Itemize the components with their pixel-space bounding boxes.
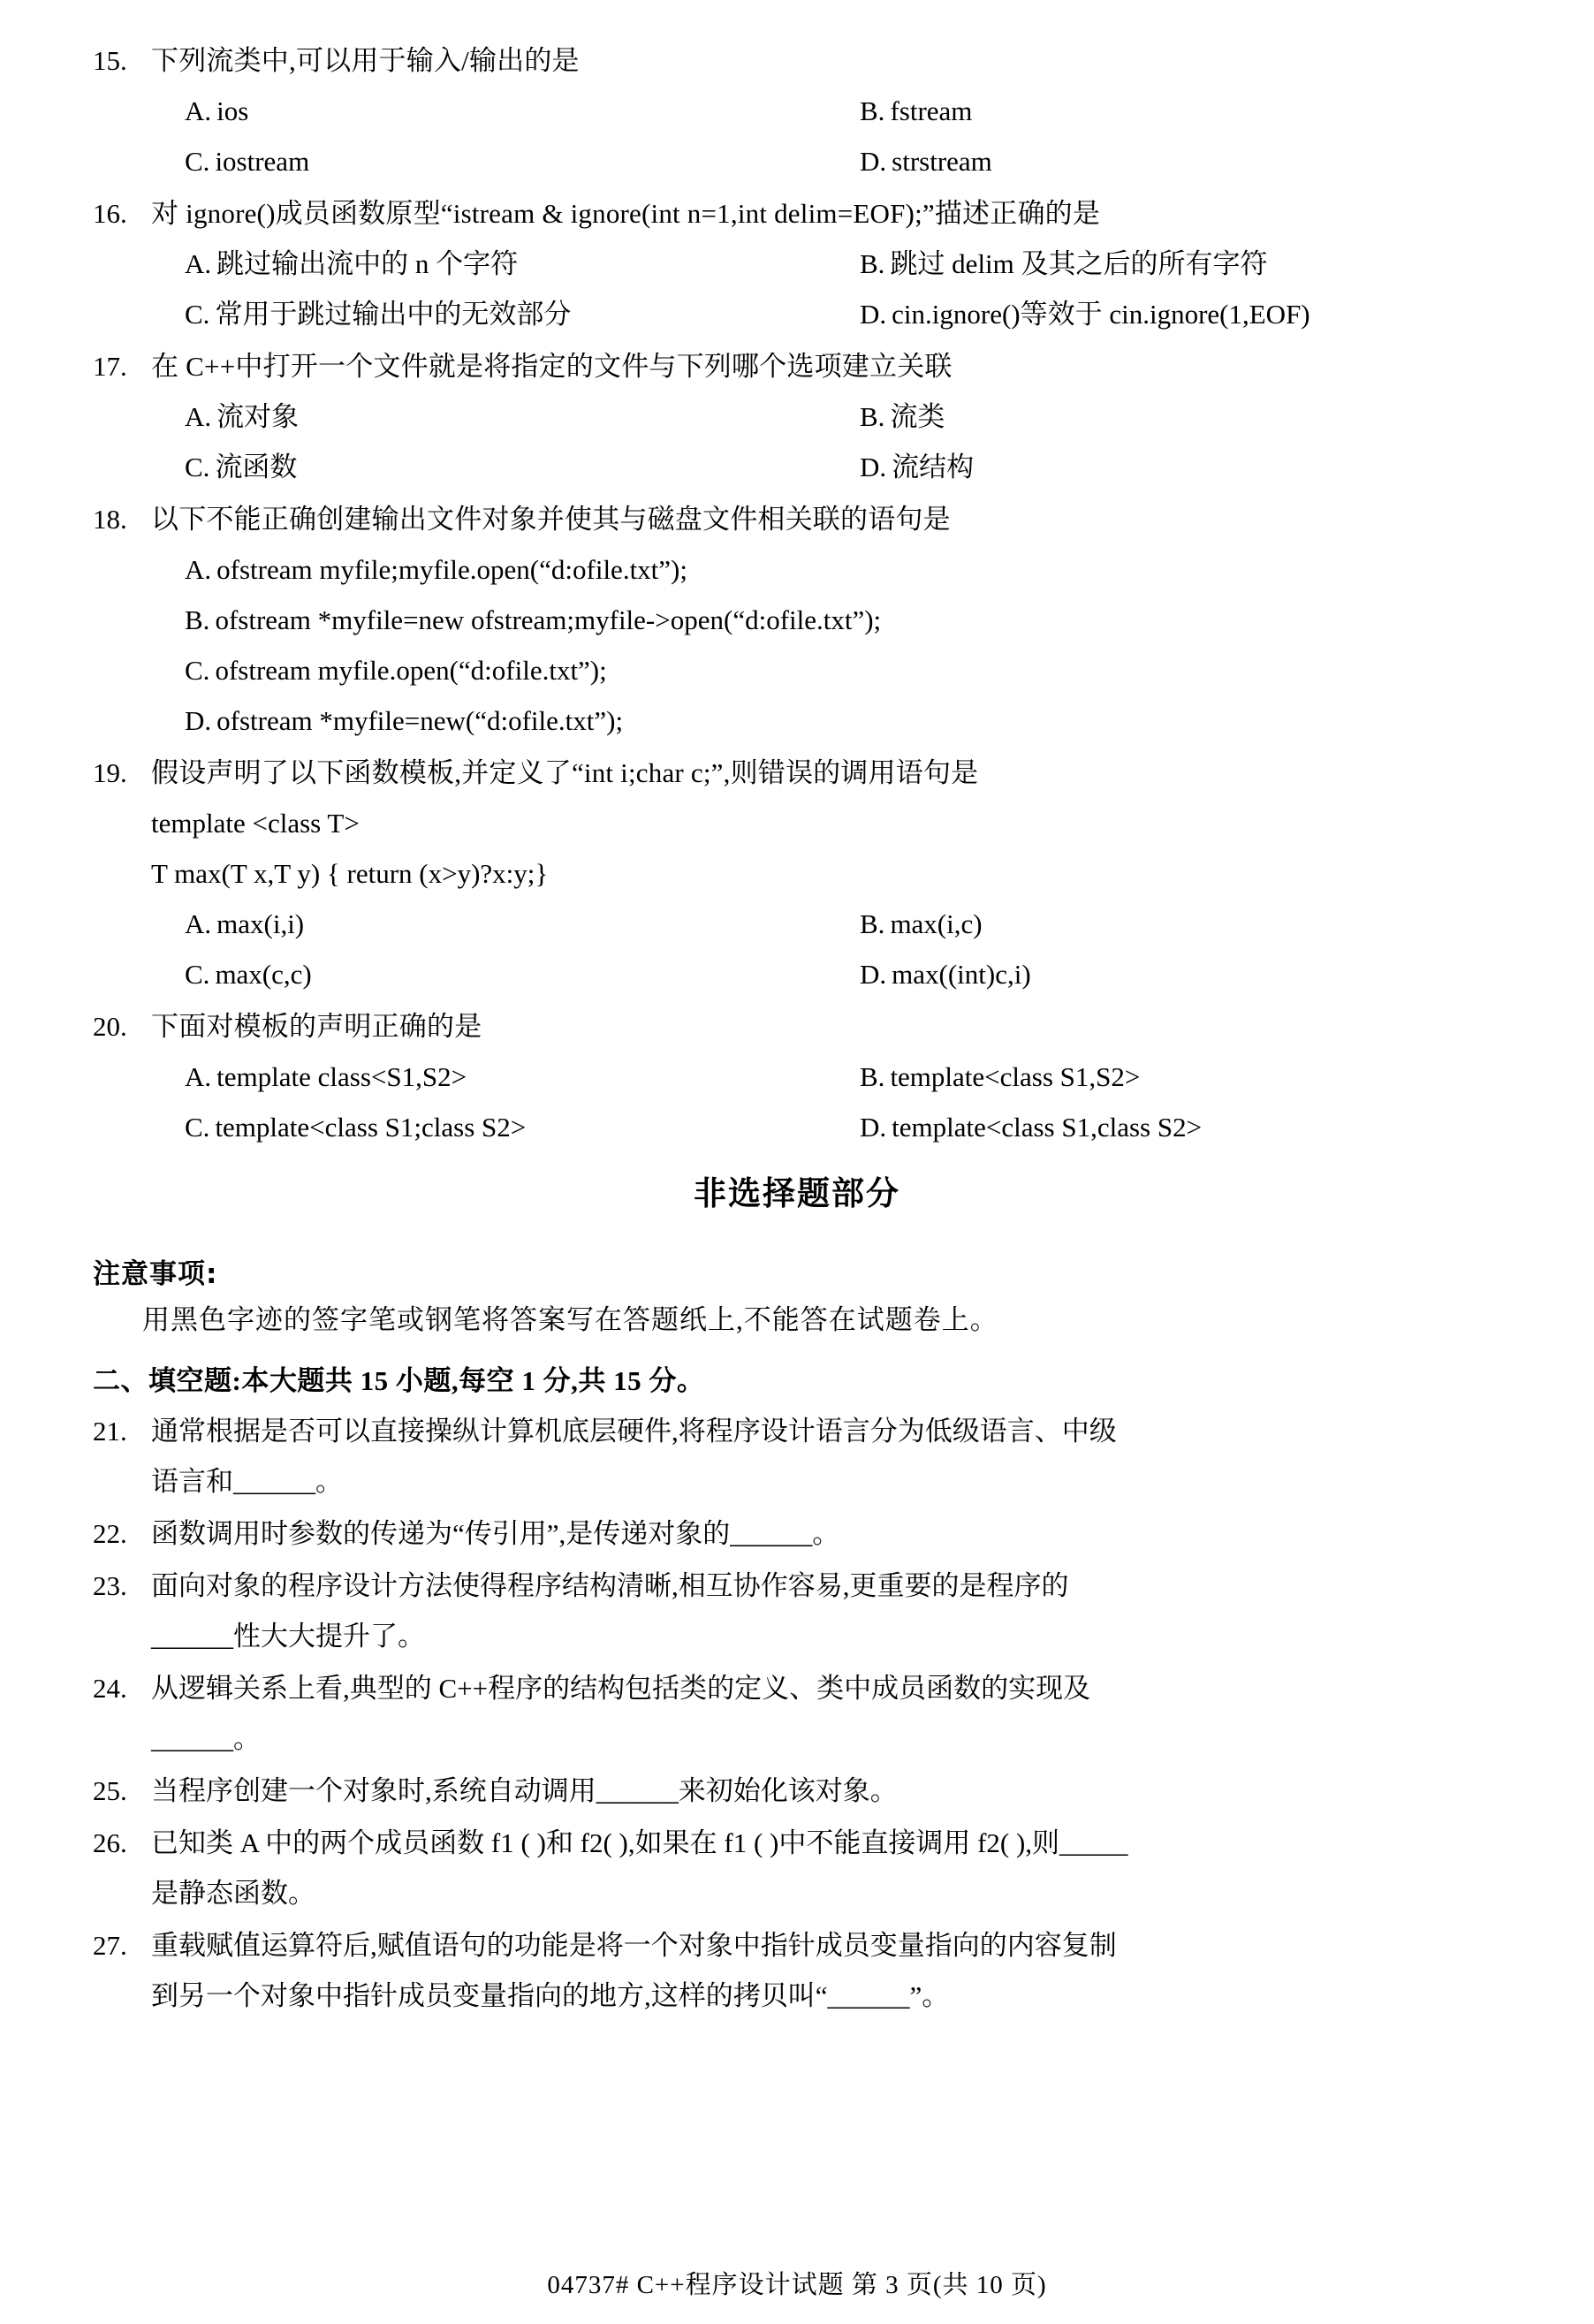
option-text: ios [216, 95, 249, 126]
question-line: 是静态函数。 [151, 1878, 315, 1909]
question-18 [93, 494, 1501, 746]
option-text: fstream [890, 95, 973, 126]
question-number: 18. [93, 504, 127, 535]
question-15 [93, 35, 1501, 186]
question-25 [93, 1766, 1501, 1816]
option-a [151, 239, 826, 289]
option-a [151, 86, 826, 136]
option-d [826, 289, 1501, 339]
question-stem: 下面对模板的声明正确的是 [151, 1011, 482, 1042]
question-number: 19. [93, 757, 127, 788]
question-number: 25. [93, 1775, 127, 1806]
question-stem: 在 C++中打开一个文件就是将指定的文件与下列哪个选项建立关联 [151, 351, 953, 382]
option-label: A. [185, 248, 212, 279]
option-label: B. [860, 401, 885, 432]
fill-question-list [93, 1406, 1501, 2021]
option-text: max((int)c,i) [892, 959, 1031, 990]
question-stem: 下列流类中,可以用于输入/输出的是 [151, 45, 580, 76]
question-27 [93, 1920, 1501, 2021]
option-c [151, 289, 826, 339]
question-line: 通常根据是否可以直接操纵计算机底层硬件,将程序设计语言分为低级语言、中级 [151, 1416, 1117, 1447]
notice-body: 用黑色字迹的签字笔或钢笔将答案写在答题纸上,不能答在试题卷上。 [142, 1304, 998, 1335]
question-number: 26. [93, 1827, 127, 1858]
option-row [151, 695, 1501, 746]
option-b [826, 1052, 1501, 1102]
question-line: 面向对象的程序设计方法使得程序结构清晰,相互协作容易,更重要的是程序的 [151, 1570, 1069, 1601]
option-label: D. [860, 959, 887, 990]
option-text: 流函数 [215, 452, 298, 482]
option-text: ofstream myfile;myfile.open(“d:ofile.txt”); [216, 554, 687, 585]
question-number: 20. [93, 1011, 127, 1042]
question-number: 23. [93, 1570, 127, 1601]
option-label: D. [860, 1112, 887, 1143]
option-text: template<class S1,class S2> [892, 1112, 1203, 1143]
option-b [151, 595, 1501, 645]
question-19 [93, 748, 1501, 999]
option-a [151, 391, 826, 442]
option-label: B. [860, 908, 885, 939]
option-row [151, 289, 1501, 339]
option-text: max(c,c) [215, 959, 312, 990]
option-b [826, 899, 1501, 949]
option-label: C. [185, 1112, 210, 1143]
question-number: 24. [93, 1673, 127, 1704]
option-label: A. [185, 1061, 212, 1092]
option-d [826, 949, 1501, 999]
option-label: C. [185, 146, 210, 177]
option-a [151, 1052, 826, 1102]
option-label: A. [185, 554, 212, 585]
option-text: ofstream *myfile=new(“d:ofile.txt”); [216, 705, 624, 736]
question-number: 16. [93, 198, 127, 229]
question-24 [93, 1663, 1501, 1764]
option-text: 流对象 [216, 401, 300, 432]
option-b [826, 86, 1501, 136]
option-row [151, 86, 1501, 136]
question-line: 从逻辑关系上看,典型的 C++程序的结构包括类的定义、类中成员函数的实现及 [151, 1673, 1091, 1704]
option-text: max(i,c) [890, 908, 983, 939]
option-row [151, 595, 1501, 645]
option-text: 跳过 delim 及其之后的所有字符 [890, 248, 1268, 279]
question-23 [93, 1561, 1501, 1661]
option-row [151, 1102, 1501, 1152]
question-line: 已知类 A 中的两个成员函数 f1 ( )和 f2( ),如果在 f1 ( )中不能直接调用 f2( ),则_____ [151, 1827, 1128, 1858]
option-row [151, 645, 1501, 695]
option-text: 流结构 [892, 452, 975, 482]
option-row [151, 391, 1501, 442]
option-b [826, 239, 1501, 289]
question-line: 当程序创建一个对象时,系统自动调用______来初始化该对象。 [151, 1775, 898, 1806]
option-label: B. [185, 604, 210, 635]
part-two-heading: 二、填空题:本大题共 15 小题,每空 1 分,共 15 分。 [93, 1365, 705, 1396]
option-row [151, 239, 1501, 289]
question-number: 15. [93, 45, 127, 76]
option-text: 流类 [890, 401, 945, 432]
option-row [151, 136, 1501, 186]
option-b [826, 391, 1501, 442]
question-22 [93, 1508, 1501, 1559]
question-code-line-2: T max(T x,T y) { return (x>y)?x:y;} [151, 858, 549, 889]
option-c [151, 442, 826, 492]
question-16 [93, 188, 1501, 339]
question-stem: 对 ignore()成员函数原型“istream & ignore(int n=1,int delim=EOF);”描述正确的是 [151, 198, 1101, 229]
question-number: 21. [93, 1416, 127, 1447]
section-title: 非选择题部分 [694, 1174, 900, 1212]
question-21 [93, 1406, 1501, 1507]
question-line: 到另一个对象中指针成员变量指向的地方,这样的拷贝叫“______”。 [151, 1980, 950, 2011]
option-label: B. [860, 1061, 885, 1092]
option-c [151, 136, 826, 186]
option-label: A. [185, 95, 212, 126]
question-20 [93, 1001, 1501, 1152]
option-label: B. [860, 95, 885, 126]
question-number: 27. [93, 1930, 127, 1961]
question-stem: 假设声明了以下函数模板,并定义了“int i;char c;”,则错误的调用语句是 [151, 757, 979, 788]
option-c [151, 1102, 826, 1152]
option-d [826, 442, 1501, 492]
question-line: ______性大大提升了。 [151, 1621, 425, 1652]
option-text: iostream [215, 146, 310, 177]
choice-question-list [93, 35, 1501, 1152]
option-text: template<class S1,S2> [890, 1061, 1141, 1092]
option-text: ofstream *myfile=new ofstream;myfile->open(“d:ofile.txt”); [215, 604, 882, 635]
option-row [151, 899, 1501, 949]
option-a [151, 544, 1501, 595]
option-d [826, 136, 1501, 186]
option-c [151, 949, 826, 999]
option-text: ofstream myfile.open(“d:ofile.txt”); [215, 655, 607, 686]
option-text: cin.ignore()等效于 cin.ignore(1,EOF) [892, 299, 1310, 330]
question-line: ______。 [151, 1723, 261, 1754]
option-text: template class<S1,S2> [216, 1061, 467, 1092]
question-line: 语言和______。 [151, 1466, 343, 1497]
option-label: D. [185, 705, 212, 736]
option-label: A. [185, 401, 212, 432]
question-number: 22. [93, 1518, 127, 1549]
page-footer: 04737# C++程序设计试题 第 3 页(共 10 页) [547, 2271, 1047, 2299]
option-row [151, 544, 1501, 595]
option-text: max(i,i) [216, 908, 305, 939]
option-text: template<class S1;class S2> [215, 1112, 527, 1143]
question-number: 17. [93, 351, 127, 382]
question-line: 重载赋值运算符后,赋值语句的功能是将一个对象中指针成员变量指向的内容复制 [151, 1930, 1117, 1961]
option-text: 常用于跳过输出中的无效部分 [215, 299, 572, 330]
notice-title: 注意事项: [93, 1258, 218, 1290]
option-row [151, 442, 1501, 492]
question-line: 函数调用时参数的传递为“传引用”,是传递对象的______。 [151, 1518, 840, 1549]
option-a [151, 899, 826, 949]
option-text: strstream [892, 146, 992, 177]
option-text: 跳过输出流中的 n 个字符 [216, 248, 519, 279]
option-row [151, 1052, 1501, 1102]
option-label: D. [860, 299, 887, 330]
option-label: A. [185, 908, 212, 939]
option-label: B. [860, 248, 885, 279]
option-label: C. [185, 959, 210, 990]
option-row [151, 949, 1501, 999]
option-c [151, 645, 1501, 695]
option-label: C. [185, 655, 210, 686]
option-label: C. [185, 299, 210, 330]
option-label: D. [860, 452, 887, 482]
option-d [826, 1102, 1501, 1152]
question-code-line-1: template <class T> [151, 808, 360, 839]
question-26 [93, 1818, 1501, 1918]
question-17 [93, 341, 1501, 492]
question-stem: 以下不能正确创建输出文件对象并使其与磁盘文件相关联的语句是 [151, 504, 951, 535]
option-label: D. [860, 146, 887, 177]
option-d [151, 695, 1501, 746]
option-label: C. [185, 452, 210, 482]
